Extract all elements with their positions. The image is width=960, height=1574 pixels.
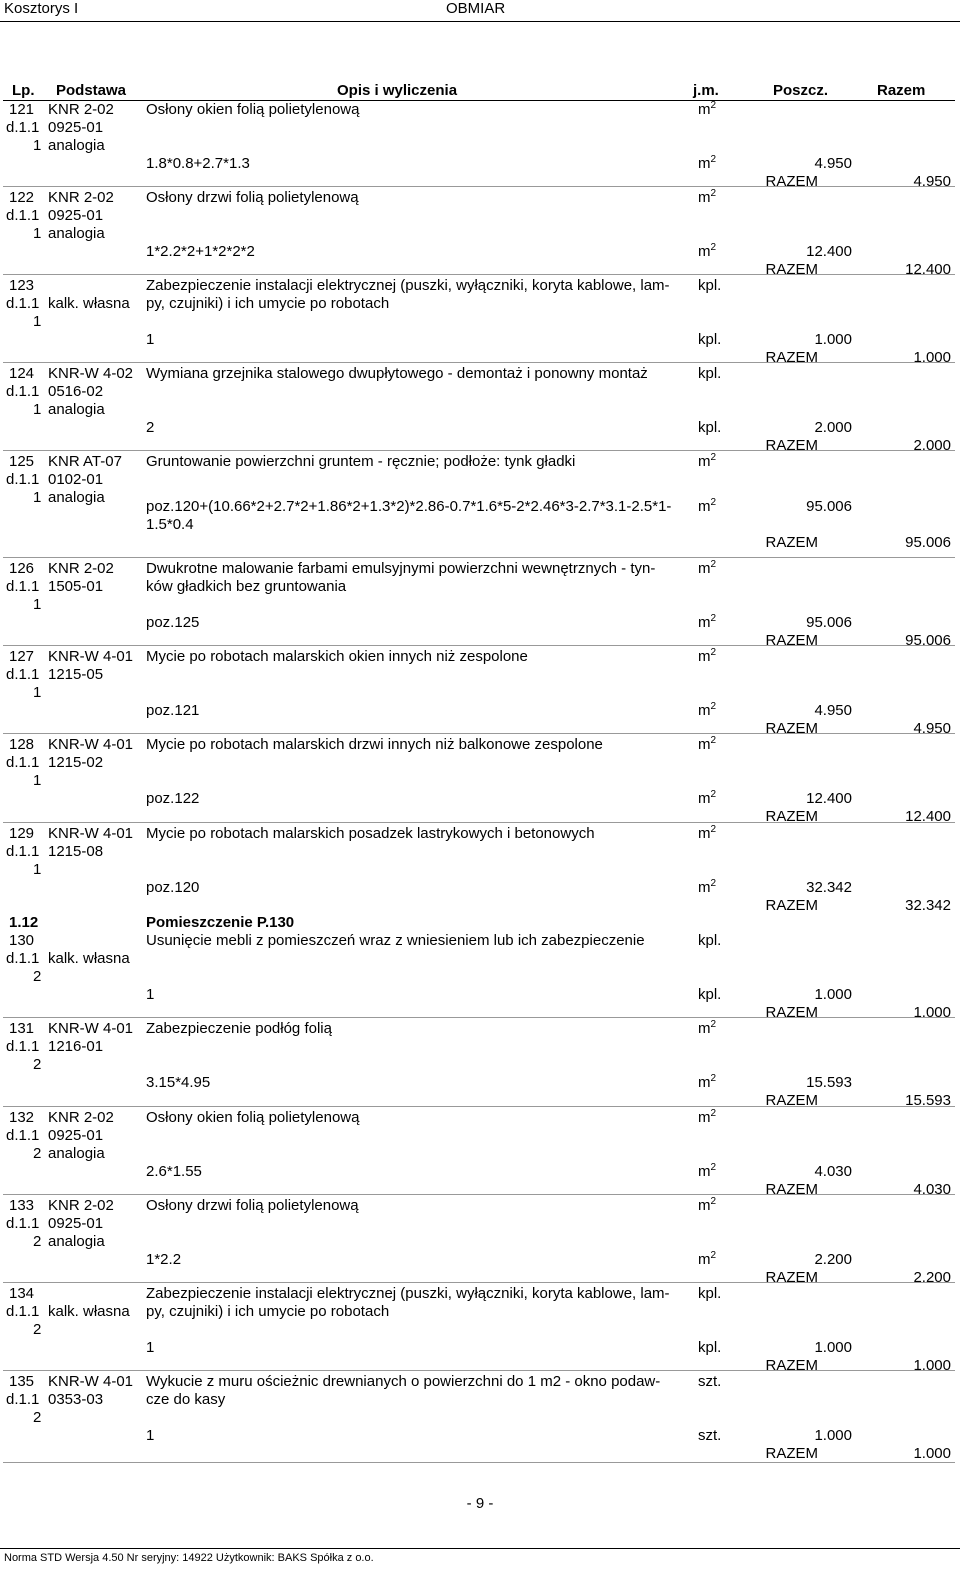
item-subnumber: 1 <box>33 313 42 330</box>
item-description-line: Dwukrotne malowanie farbami emulsyjnymi powierzchni wewnętrznych - tyn- <box>146 560 656 577</box>
item-total: 32.342 <box>905 897 951 914</box>
item-calc-unit: kpl. <box>698 419 722 436</box>
item-number: 125 <box>9 453 35 470</box>
item-description-line: Mycie po robotach malarskich posadzek lastrykowych i betonowych <box>146 825 595 842</box>
section-title: Pomieszczenie P.130 <box>146 914 295 931</box>
item-base-line: 1216-01 <box>48 1038 104 1055</box>
item-base-line: KNR 2-02 <box>48 1109 114 1126</box>
item-description-line: Wykucie z muru ościeżnic drewnianych o powierzchni do 1 m2 - okno podaw- <box>146 1373 661 1390</box>
item-base-line: 1215-08 <box>48 843 104 860</box>
item-chapter: d.1.1 <box>6 1127 40 1144</box>
item-base-line: analogia <box>48 1233 105 1250</box>
item-subnumber: 1 <box>33 489 42 506</box>
item-base-line: KNR-W 4-02 <box>48 365 134 382</box>
item-unit: $m^2$ <box>698 1019 717 1037</box>
row-separator <box>3 186 955 187</box>
item-total: 95.006 <box>905 632 951 649</box>
item-description-line: Usunięcie mebli z pomieszczeń wraz z wniesieniem lub ich zabezpieczenie <box>146 932 645 949</box>
item-number: 126 <box>9 560 35 577</box>
item-base-line: KNR-W 4-01 <box>48 648 134 665</box>
item-calculation-line: poz.122 <box>146 790 200 807</box>
item-base-line: KNR AT-07 <box>48 453 122 470</box>
item-subnumber: 2 <box>33 1145 42 1162</box>
item-description-line: Osłony drzwi folią polietylenową <box>146 189 359 206</box>
item-calc-unit: $m^2$ <box>698 613 717 631</box>
item-unit: $m^2$ <box>698 1196 717 1214</box>
item-description-line: Mycie po robotach malarskich okien innych niż zespolone <box>146 648 528 665</box>
item-calc-unit: kpl. <box>698 986 722 1003</box>
item-quantity: 12.400 <box>806 243 852 260</box>
item-chapter: d.1.1 <box>6 119 40 136</box>
item-calculation-line: poz.125 <box>146 614 200 631</box>
col-qty: Poszcz. <box>773 82 829 99</box>
item-chapter: d.1.1 <box>6 383 40 400</box>
item-subnumber: 2 <box>33 1409 42 1426</box>
item-total: 2.200 <box>913 1269 951 1286</box>
item-base-line: 1215-05 <box>48 666 104 683</box>
item-quantity: 1.000 <box>814 1339 852 1356</box>
item-unit: $m^2$ <box>698 647 717 665</box>
item-razem-label: RAZEM <box>765 808 818 825</box>
item-calc-unit: kpl. <box>698 1339 722 1356</box>
item-calculation-line: poz.120+(10.66*2+2.7*2+1.86*2+1.3*2)*2.86-0.7*1.6*5-2*2.46*3-2.7*3.1-2.5*1- <box>146 498 672 515</box>
item-quantity: 32.342 <box>806 879 852 896</box>
section-number: 1.12 <box>9 914 39 931</box>
item-razem-label: RAZEM <box>765 720 818 737</box>
item-total: 1.000 <box>913 1004 951 1021</box>
item-calculation-line: poz.121 <box>146 702 200 719</box>
item-base-line: 0925-01 <box>48 1215 104 1232</box>
item-calculation-line: 1 <box>146 331 155 348</box>
item-chapter: d.1.1 <box>6 1038 40 1055</box>
row-separator <box>3 1370 955 1371</box>
item-razem-label: RAZEM <box>765 173 818 190</box>
item-base-line: 0102-01 <box>48 471 104 488</box>
item-calc-unit: $m^2$ <box>698 1250 717 1268</box>
item-unit: $m^2$ <box>698 735 717 753</box>
col-total: Razem <box>877 82 926 99</box>
item-calc-unit: $m^2$ <box>698 154 717 172</box>
col-lp: Lp. <box>12 82 35 99</box>
item-number: 133 <box>9 1197 35 1214</box>
item-description-line: py, czujniki) i ich umycie po robotach <box>146 295 390 312</box>
item-number: 121 <box>9 101 35 118</box>
row-separator <box>3 362 955 363</box>
item-number: 135 <box>9 1373 35 1390</box>
item-subnumber: 2 <box>33 1233 42 1250</box>
item-unit: $m^2$ <box>698 100 717 118</box>
footer-rule <box>0 1548 960 1549</box>
item-chapter: d.1.1 <box>6 950 40 967</box>
item-unit: $m^2$ <box>698 824 717 842</box>
item-description-line: py, czujniki) i ich umycie po robotach <box>146 1303 390 1320</box>
item-base-line: kalk. własna <box>48 295 130 312</box>
item-description-line: Mycie po robotach malarskich drzwi innych niż balkonowe zespolone <box>146 736 603 753</box>
item-number: 131 <box>9 1020 35 1037</box>
document-section: OBMIAR <box>446 0 506 17</box>
item-base-line: 1505-01 <box>48 578 104 595</box>
item-base-line: analogia <box>48 489 105 506</box>
item-subnumber: 1 <box>33 772 42 789</box>
item-total: 1.000 <box>913 1357 951 1374</box>
item-total: 95.006 <box>905 534 951 551</box>
col-unit: j.m. <box>693 82 719 99</box>
item-total: 15.593 <box>905 1092 951 1109</box>
item-base-line: analogia <box>48 225 105 242</box>
row-separator <box>3 274 955 275</box>
item-calculation-line: 2.6*1.55 <box>146 1163 202 1180</box>
item-chapter: d.1.1 <box>6 207 40 224</box>
item-base-line: 0925-01 <box>48 119 104 136</box>
item-number: 132 <box>9 1109 35 1126</box>
item-description-line: Wymiana grzejnika stalowego dwupłytowego - demontaż i ponowny montaż <box>146 365 648 382</box>
item-total: 1.000 <box>913 349 951 366</box>
item-razem-label: RAZEM <box>765 261 818 278</box>
item-description-line: Osłony okien folią polietylenową <box>146 1109 360 1126</box>
item-calculation-line: 1*2.2*2+1*2*2*2 <box>146 243 255 260</box>
item-razem-label: RAZEM <box>765 1181 818 1198</box>
row-separator <box>3 1462 955 1463</box>
row-separator <box>3 645 955 646</box>
item-unit: $m^2$ <box>698 1108 717 1126</box>
item-quantity: 4.030 <box>814 1163 852 1180</box>
item-quantity: 2.200 <box>814 1251 852 1268</box>
row-separator <box>3 450 955 451</box>
item-calculation-line: 3.15*4.95 <box>146 1074 211 1091</box>
item-description-line: Gruntowanie powierzchni gruntem - ręcznie; podłoże: tynk gładki <box>146 453 576 470</box>
item-calculation-line: 1 <box>146 986 155 1003</box>
item-unit: kpl. <box>698 277 722 294</box>
item-description-line: ków gładkich bez gruntowania <box>146 578 347 595</box>
item-subnumber: 1 <box>33 137 42 154</box>
row-separator <box>3 1017 955 1018</box>
item-calculation-line: 2 <box>146 419 155 436</box>
item-total: 12.400 <box>905 808 951 825</box>
item-base-line: KNR 2-02 <box>48 560 114 577</box>
item-razem-label: RAZEM <box>765 1004 818 1021</box>
item-unit: $m^2$ <box>698 188 717 206</box>
item-base-line: KNR 2-02 <box>48 101 114 118</box>
row-separator <box>3 557 955 558</box>
item-razem-label: RAZEM <box>765 1269 818 1286</box>
item-chapter: d.1.1 <box>6 295 40 312</box>
item-number: 129 <box>9 825 35 842</box>
footer-text: Norma STD Wersja 4.50 Nr seryjny: 14922 Użytkownik: BAKS Spółka z o.o. <box>4 1552 374 1564</box>
item-razem-label: RAZEM <box>765 1445 818 1462</box>
item-subnumber: 1 <box>33 401 42 418</box>
item-calc-unit: $m^2$ <box>698 497 717 515</box>
item-base-line: KNR-W 4-01 <box>48 1020 134 1037</box>
item-chapter: d.1.1 <box>6 578 40 595</box>
item-description-line: Zabezpieczenie instalacji elektrycznej (puszki, wyłączniki, koryta kablowe, lam- <box>146 1285 670 1302</box>
item-total: 12.400 <box>905 261 951 278</box>
item-razem-label: RAZEM <box>765 897 818 914</box>
col-base: Podstawa <box>56 82 127 99</box>
item-total: 4.030 <box>913 1181 951 1198</box>
item-total: 1.000 <box>913 1445 951 1462</box>
item-number: 130 <box>9 932 35 949</box>
item-base-line: 0925-01 <box>48 1127 104 1144</box>
row-separator <box>3 822 955 823</box>
item-calc-unit: szt. <box>698 1427 722 1444</box>
item-chapter: d.1.1 <box>6 666 40 683</box>
item-quantity: 1.000 <box>814 986 852 1003</box>
item-base-line: 0925-01 <box>48 207 104 224</box>
item-quantity: 95.006 <box>806 614 852 631</box>
item-calculation-line: 1.5*0.4 <box>146 516 194 533</box>
item-quantity: 4.950 <box>814 702 852 719</box>
item-base-line: KNR-W 4-01 <box>48 736 134 753</box>
item-chapter: d.1.1 <box>6 754 40 771</box>
item-subnumber: 2 <box>33 1321 42 1338</box>
item-calculation-line: 1 <box>146 1339 155 1356</box>
item-description-line: Zabezpieczenie podłóg folią <box>146 1020 332 1037</box>
document-title: Kosztorys I <box>4 0 79 17</box>
item-quantity: 15.593 <box>806 1074 852 1091</box>
item-razem-label: RAZEM <box>765 349 818 366</box>
item-calc-unit: $m^2$ <box>698 878 717 896</box>
row-separator <box>3 1194 955 1195</box>
item-calc-unit: $m^2$ <box>698 1162 717 1180</box>
item-calc-unit: $m^2$ <box>698 1073 717 1091</box>
item-total: 2.000 <box>913 437 951 454</box>
item-calc-unit: kpl. <box>698 331 722 348</box>
item-unit: $m^2$ <box>698 452 717 470</box>
item-razem-label: RAZEM <box>765 534 818 551</box>
item-unit: kpl. <box>698 1285 722 1302</box>
item-description-line: Osłony drzwi folią polietylenową <box>146 1197 359 1214</box>
item-number: 127 <box>9 648 35 665</box>
item-calculation-line: 1*2.2 <box>146 1251 182 1268</box>
item-quantity: 2.000 <box>814 419 852 436</box>
item-base-line: KNR-W 4-01 <box>48 825 134 842</box>
item-calculation-line: 1.8*0.8+2.7*1.3 <box>146 155 250 172</box>
item-subnumber: 1 <box>33 596 42 613</box>
item-quantity: 1.000 <box>814 1427 852 1444</box>
item-razem-label: RAZEM <box>765 632 818 649</box>
item-base-line: KNR-W 4-01 <box>48 1373 134 1390</box>
item-base-line: KNR 2-02 <box>48 189 114 206</box>
row-separator <box>3 1282 955 1283</box>
item-razem-label: RAZEM <box>765 1092 818 1109</box>
item-number: 122 <box>9 189 35 206</box>
item-base-line: analogia <box>48 1145 105 1162</box>
item-quantity: 95.006 <box>806 498 852 515</box>
page-number: - 9 - <box>466 1495 494 1512</box>
item-base-line: 0353-03 <box>48 1391 104 1408</box>
item-chapter: d.1.1 <box>6 1303 40 1320</box>
item-calculation-line: 1 <box>146 1427 155 1444</box>
item-description-line: Zabezpieczenie instalacji elektrycznej (puszki, wyłączniki, koryta kablowe, lam- <box>146 277 670 294</box>
item-razem-label: RAZEM <box>765 1357 818 1374</box>
item-number: 134 <box>9 1285 35 1302</box>
item-chapter: d.1.1 <box>6 1215 40 1232</box>
item-total: 4.950 <box>913 173 951 190</box>
item-quantity: 4.950 <box>814 155 852 172</box>
item-base-line: kalk. własna <box>48 950 130 967</box>
item-chapter: d.1.1 <box>6 471 40 488</box>
item-base-line: analogia <box>48 401 105 418</box>
item-calc-unit: $m^2$ <box>698 701 717 719</box>
item-base-line: 1215-02 <box>48 754 104 771</box>
item-calc-unit: $m^2$ <box>698 789 717 807</box>
item-subnumber: 1 <box>33 861 42 878</box>
item-chapter: d.1.1 <box>6 843 40 860</box>
item-unit: szt. <box>698 1373 722 1390</box>
item-subnumber: 2 <box>33 968 42 985</box>
item-chapter: d.1.1 <box>6 1391 40 1408</box>
item-base-line: analogia <box>48 137 105 154</box>
item-razem-label: RAZEM <box>765 437 818 454</box>
item-calculation-line: poz.120 <box>146 879 200 896</box>
item-base-line: kalk. własna <box>48 1303 130 1320</box>
item-subnumber: 1 <box>33 684 42 701</box>
item-calc-unit: $m^2$ <box>698 242 717 260</box>
item-description-line: cze do kasy <box>146 1391 226 1408</box>
row-separator <box>3 733 955 734</box>
item-unit: kpl. <box>698 365 722 382</box>
item-quantity: 12.400 <box>806 790 852 807</box>
item-quantity: 1.000 <box>814 331 852 348</box>
item-unit: $m^2$ <box>698 559 717 577</box>
item-number: 128 <box>9 736 35 753</box>
item-subnumber: 1 <box>33 225 42 242</box>
item-total: 4.950 <box>913 720 951 737</box>
col-desc: Opis i wyliczenia <box>337 82 458 99</box>
item-description-line: Osłony okien folią polietylenową <box>146 101 360 118</box>
row-separator <box>3 1106 955 1107</box>
item-number: 124 <box>9 365 35 382</box>
item-number: 123 <box>9 277 35 294</box>
item-base-line: 0516-02 <box>48 383 104 400</box>
item-base-line: KNR 2-02 <box>48 1197 114 1214</box>
item-subnumber: 2 <box>33 1056 42 1073</box>
item-unit: kpl. <box>698 932 722 949</box>
